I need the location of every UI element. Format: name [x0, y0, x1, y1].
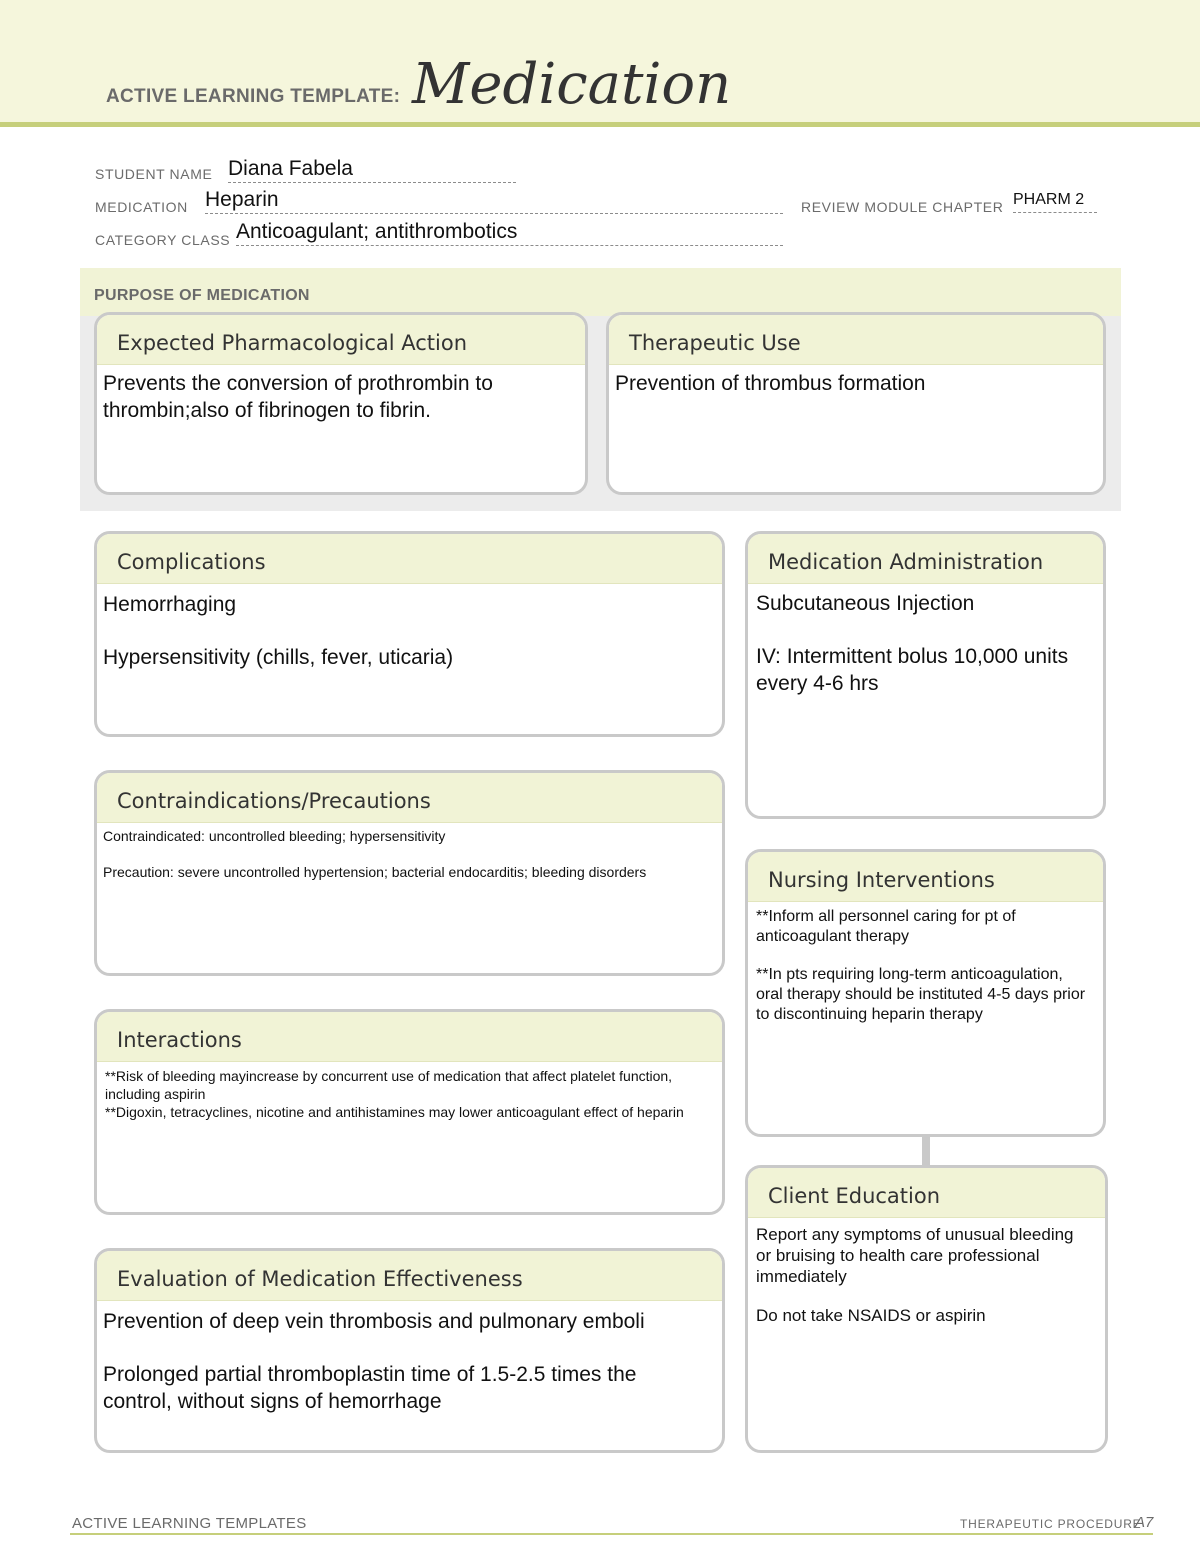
- complication-item: Hypersensitivity (chills, fever, uticaria): [103, 646, 454, 669]
- interaction-item: **Risk of bleeding mayincrease by concurrent use of medication that affect platelet function, including aspirin: [105, 1068, 673, 1102]
- therapeutic-use-text[interactable]: Prevention of thrombus formation: [615, 372, 926, 395]
- interactions-title: Interactions: [97, 1012, 722, 1062]
- client-education-title: Client Education: [748, 1168, 1105, 1218]
- contraindication-item: Contraindicated: uncontrolled bleeding; hypersensitivity: [103, 828, 446, 844]
- footer-right-label: THERAPEUTIC PROCEDURE: [960, 1517, 1142, 1531]
- footer-left-label: ACTIVE LEARNING TEMPLATES: [72, 1515, 307, 1532]
- nursing-interventions-text[interactable]: [748, 902, 1103, 1025]
- client-education-text[interactable]: [748, 1218, 1105, 1326]
- evaluation-box: [94, 1248, 725, 1453]
- interaction-item: **Digoxin, tetracyclines, nicotine and antihistamines may lower anticoagulant effect of heparin: [105, 1104, 684, 1120]
- administration-item: IV: Intermittent bolus 10,000 units every 4-6 hrs: [756, 645, 1069, 695]
- client-education-box: [745, 1165, 1108, 1453]
- purpose-label: PURPOSE OF MEDICATION: [94, 287, 310, 304]
- education-item: Do not take NSAIDS or aspirin: [756, 1306, 986, 1325]
- complications-text[interactable]: [97, 584, 722, 671]
- footer-divider: [70, 1533, 1153, 1535]
- complications-title: Complications: [97, 534, 722, 584]
- contraindications-box: [94, 770, 725, 976]
- administration-title: Medication Administration: [748, 534, 1103, 584]
- medication-field[interactable]: Heparin: [205, 188, 783, 214]
- contraindication-item: Precaution: severe uncontrolled hypertension; bacterial endocarditis; bleeding disorders: [103, 864, 647, 880]
- template-label: ACTIVE LEARNING TEMPLATE:: [106, 86, 401, 107]
- nursing-item: **Inform all personnel caring for pt of anticoagulant therapy: [756, 908, 1016, 945]
- interactions-text[interactable]: [97, 1062, 722, 1121]
- box-connector: [922, 1136, 930, 1166]
- template-title: Medication: [412, 52, 732, 117]
- contraindications-text[interactable]: [97, 823, 722, 881]
- therapeutic-use-box: [606, 312, 1106, 495]
- category-class-label: CATEGORY CLASS: [95, 232, 231, 248]
- contraindications-title: Contraindications/Precautions: [97, 773, 722, 823]
- education-item: Report any symptoms of unusual bleeding or bruising to health care professional immediately: [756, 1225, 1074, 1286]
- student-name-label: STUDENT NAME: [95, 166, 213, 182]
- student-name-field[interactable]: Diana Fabela: [228, 157, 516, 183]
- evaluation-title: Evaluation of Medication Effectiveness: [97, 1251, 722, 1301]
- category-class-field[interactable]: Anticoagulant; antithrombotics: [236, 220, 783, 246]
- evaluation-item: Prevention of deep vein thrombosis and pulmonary emboli: [103, 1310, 645, 1333]
- therapeutic-use-title: Therapeutic Use: [609, 315, 1103, 365]
- header-divider: [0, 122, 1200, 127]
- complications-box: [94, 531, 725, 737]
- page-number: A7: [1135, 1514, 1154, 1531]
- medication-label: MEDICATION: [95, 199, 188, 215]
- nursing-item: **In pts requiring long-term anticoagulation, oral therapy should be instituted 4-5 days prior to discontinuing heparin therapy: [756, 966, 1086, 1023]
- administration-box: [745, 531, 1106, 819]
- review-module-field[interactable]: PHARM 2: [1013, 190, 1097, 213]
- nursing-interventions-box: [745, 849, 1106, 1137]
- expected-action-title: Expected Pharmacological Action: [97, 315, 585, 365]
- evaluation-text[interactable]: [97, 1301, 722, 1415]
- evaluation-item: Prolonged partial thromboplastin time of 1.5-2.5 times the control, without signs of hemorrhage: [103, 1363, 637, 1413]
- administration-item: Subcutaneous Injection: [756, 592, 975, 615]
- expected-action-text[interactable]: Prevents the conversion of prothrombin to thrombin;also of fibrinogen to fibrin.: [103, 372, 493, 422]
- nursing-interventions-title: Nursing Interventions: [748, 852, 1103, 902]
- review-module-label: REVIEW MODULE CHAPTER: [801, 199, 1004, 215]
- administration-text[interactable]: [748, 584, 1103, 697]
- complication-item: Hemorrhaging: [103, 593, 237, 616]
- interactions-box: [94, 1009, 725, 1215]
- expected-action-box: [94, 312, 588, 495]
